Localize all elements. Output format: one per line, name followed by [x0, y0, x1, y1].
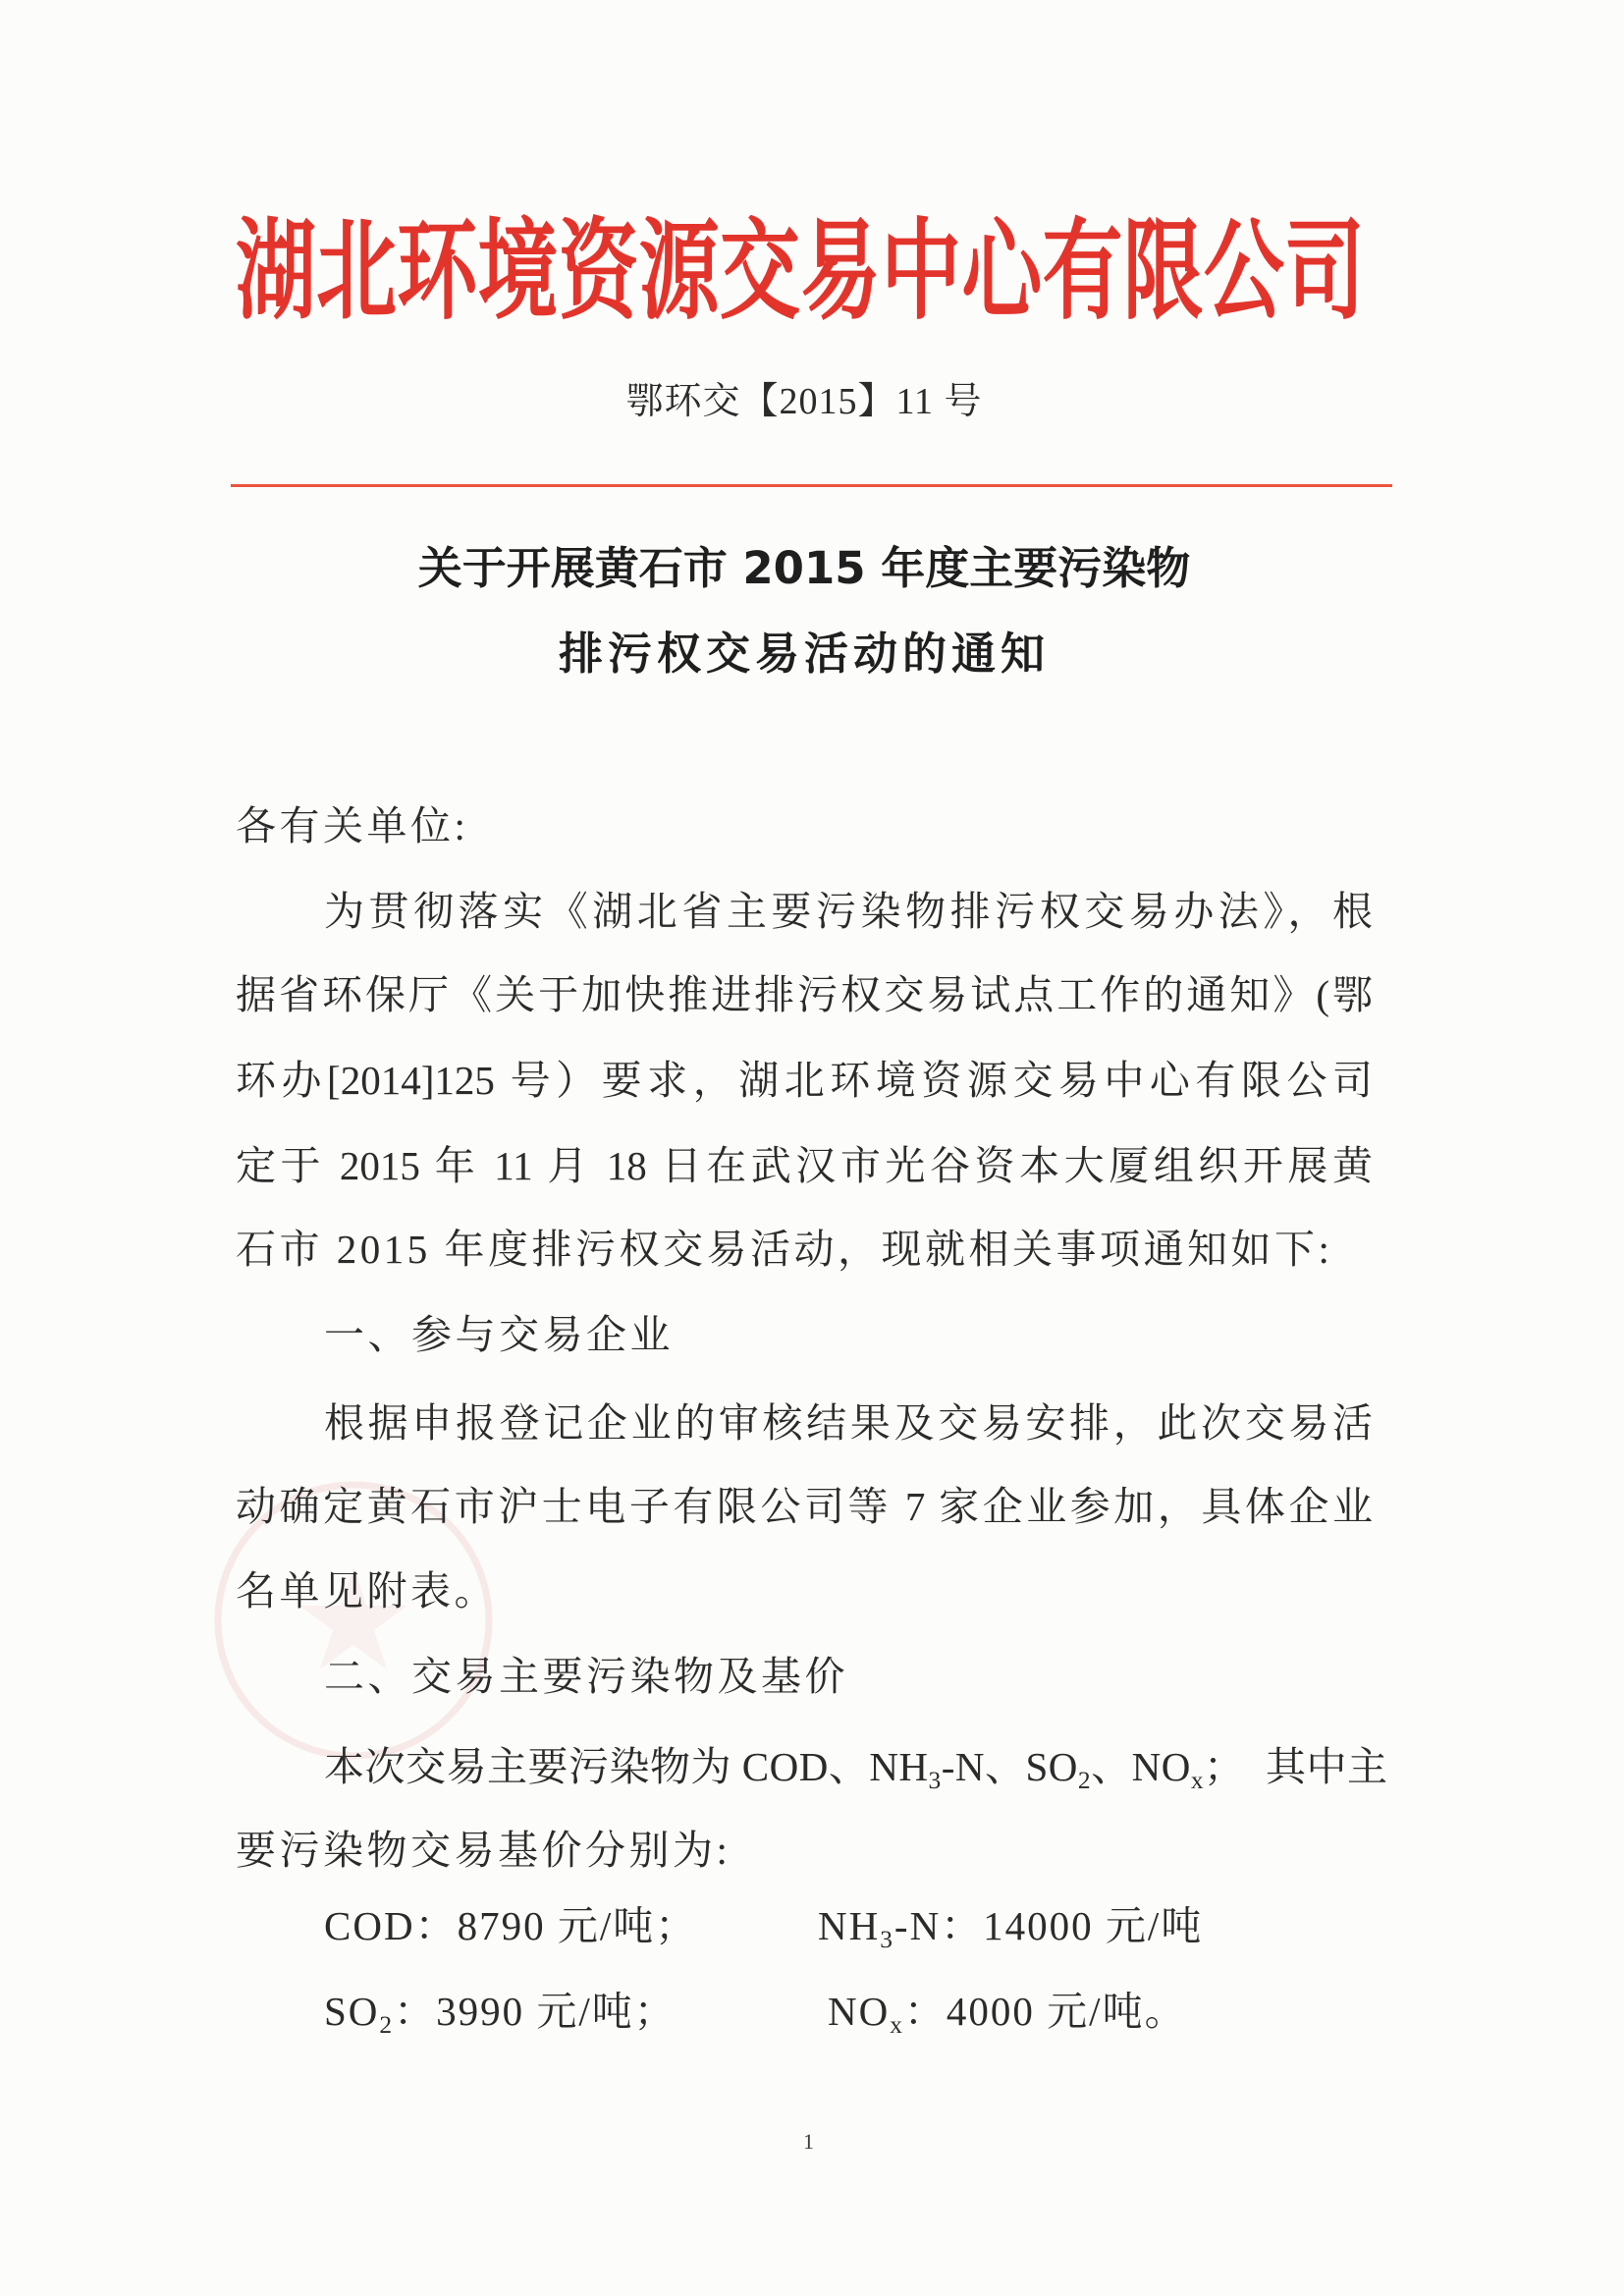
base-price-cod [324, 1903, 698, 1948]
price-value: ：3990 元/吨； [394, 1989, 677, 2034]
body-line: 环办[2014]125 号）要求，湖北环境资源交易中心有限公司 [236, 1058, 1373, 1103]
section-heading-1: 一、参与交易企业 [324, 1312, 674, 1357]
body-line: 定于 2015 年 11 月 18 日在武汉市光谷资本大厦组织开展黄 [236, 1143, 1373, 1188]
body-line: 据省环保厅《关于加快推进排污权交易试点工作的通知》(鄂 [236, 972, 1373, 1017]
price-value: ：4000 元/吨。 [903, 1989, 1187, 2034]
pollutants-line [324, 1744, 1388, 1794]
notice-title-line-2: 排污权交易活动的通知 [558, 628, 1050, 680]
pollutants-text: 、NO [1091, 1744, 1191, 1789]
subscript: 3 [928, 1766, 942, 1794]
pollutant-label-suffix: -N [893, 1903, 942, 1948]
pollutants-text: -N、SO [941, 1744, 1078, 1789]
subscript: x [890, 2010, 904, 2039]
letterhead-red-rule [231, 484, 1392, 487]
price-value: ：8790 元/吨； [414, 1903, 698, 1948]
body-line: 为贯彻落实《湖北省主要污染物排污权交易办法》，根 [324, 889, 1373, 934]
notice-title-line-1: 关于开展黄石市 2015 年度主要污染物 [417, 542, 1191, 594]
body-line: 根据申报登记企业的审核结果及交易安排，此次交易活 [324, 1400, 1373, 1446]
pollutants-text: ； 其中主 [1204, 1744, 1388, 1789]
pollutant-label: NH [818, 1903, 881, 1948]
body-line: 石市 2015 年度排污权交易活动，现就相关事项通知如下: [236, 1227, 1333, 1272]
section-heading-2: 二、交易主要污染物及基价 [324, 1654, 848, 1699]
subscript: 2 [379, 2010, 395, 2039]
pollutant-label: NO [828, 1989, 891, 2034]
base-price-so2 [324, 1989, 677, 2039]
body-line: 要污染物交易基价分别为: [236, 1828, 731, 1873]
salutation: 各有关单位: [236, 803, 469, 848]
pollutant-label: COD [324, 1903, 415, 1948]
base-price-nh3n [818, 1903, 1204, 1953]
subscript: x [1190, 1766, 1205, 1794]
page-number: 1 [803, 2129, 814, 2154]
price-value: ：14000 元/吨 [941, 1903, 1204, 1948]
document-number: 鄂环交【2015】11 号 [625, 381, 983, 422]
body-line: 名单见附表。 [236, 1568, 498, 1613]
body-line: 动确定黄石市沪士电子有限公司等 7 家企业参加，具体企业 [236, 1484, 1373, 1529]
pollutants-text: 本次交易主要污染物为 COD、NH [324, 1744, 929, 1789]
subscript: 2 [1077, 1766, 1092, 1794]
subscript: 3 [880, 1925, 894, 1953]
issuer-letterhead: 湖北环境资源交易中心有限公司 [236, 208, 1365, 335]
pollutant-label: SO [324, 1989, 380, 2034]
base-price-nox [828, 1989, 1187, 2039]
